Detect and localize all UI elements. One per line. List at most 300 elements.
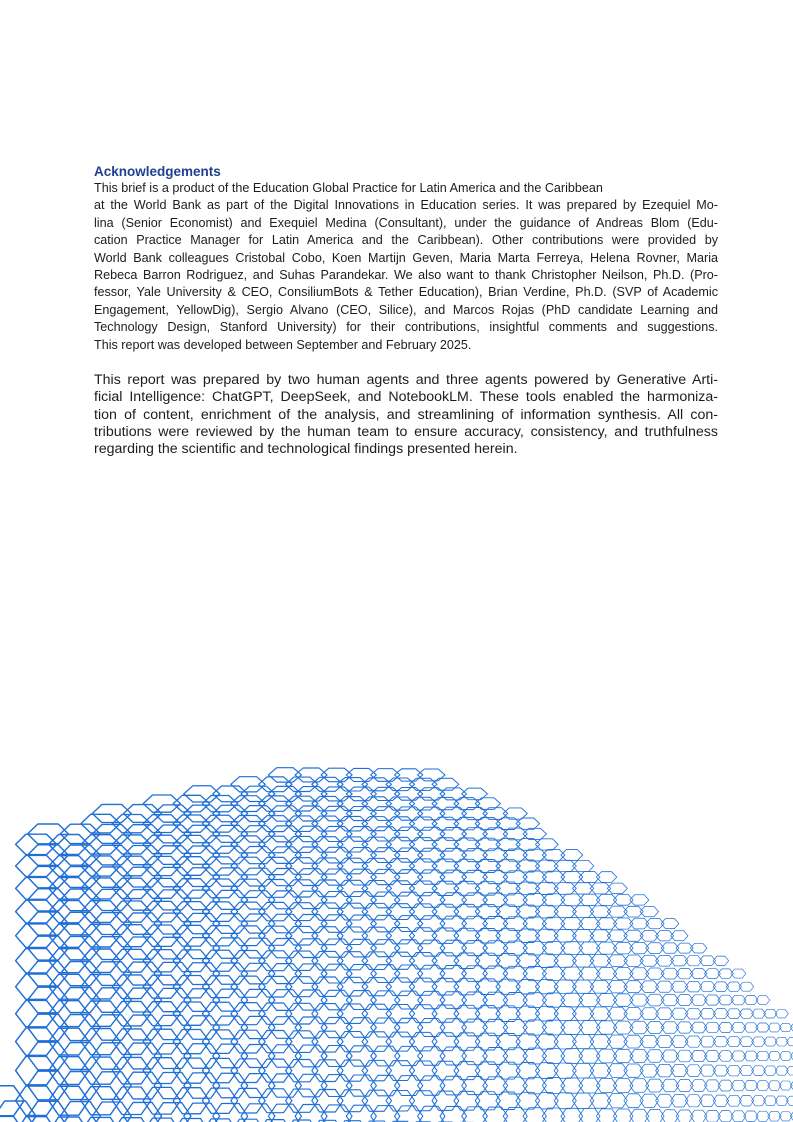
hexagon-cell bbox=[241, 891, 275, 909]
hexagon-cell bbox=[295, 826, 327, 842]
hexagon-mesh bbox=[0, 768, 793, 1122]
hexagon-cell bbox=[321, 990, 352, 1010]
hexagon-cell bbox=[154, 867, 191, 886]
hexagon-cell bbox=[213, 914, 248, 934]
hexagon-cell bbox=[92, 825, 131, 844]
hexagon-cell bbox=[312, 1004, 343, 1024]
hexagon-cell bbox=[213, 890, 248, 909]
hexagon-cell bbox=[295, 939, 327, 958]
hexagon-cell bbox=[241, 806, 275, 822]
hexagon-cell bbox=[231, 1059, 265, 1083]
hexagon-cell bbox=[535, 839, 558, 850]
hexagon-cell bbox=[124, 805, 162, 823]
hexagon-cell bbox=[184, 989, 220, 1012]
hexagon-cell bbox=[321, 787, 352, 801]
hexagon-cell bbox=[112, 815, 150, 833]
hexagon-cell bbox=[124, 867, 162, 887]
hexagon-cell bbox=[535, 1093, 558, 1109]
hexagon-cell bbox=[346, 939, 376, 957]
hexagon-cell bbox=[535, 905, 558, 918]
hexagon-cell bbox=[346, 1075, 376, 1096]
hexagon-cell bbox=[346, 1046, 376, 1066]
hexagon-cell bbox=[337, 1032, 368, 1052]
hexagon-cell bbox=[535, 980, 558, 994]
hexagon-cell bbox=[173, 1088, 209, 1114]
hexagon-cell bbox=[286, 951, 318, 970]
hexagon-cell bbox=[268, 1074, 301, 1097]
hexagon-cell bbox=[295, 1017, 327, 1038]
hexagon-cell bbox=[516, 1063, 540, 1079]
hexagon-cell bbox=[213, 786, 248, 802]
hexagon-cell bbox=[202, 1030, 237, 1054]
hexagon-cell bbox=[143, 950, 180, 972]
hexagon-cell bbox=[143, 795, 180, 812]
hexagon-cell bbox=[112, 949, 150, 972]
hexagon-cell bbox=[173, 976, 209, 998]
hexagon-cell bbox=[154, 937, 191, 959]
hexagon-cell bbox=[268, 768, 301, 782]
hexagon-cell bbox=[321, 826, 352, 841]
hexagon-cell bbox=[241, 989, 275, 1010]
hexagon-cell bbox=[503, 941, 527, 955]
hexagon-cell bbox=[312, 927, 343, 945]
hexagon-cell bbox=[124, 1043, 162, 1069]
hexagon-cell bbox=[503, 1077, 527, 1094]
hexagon-cell bbox=[213, 825, 248, 842]
hexagon-cell bbox=[202, 879, 237, 898]
hexagon-cell bbox=[184, 846, 220, 864]
hexagon-cell bbox=[112, 856, 150, 876]
hexagon-cell bbox=[516, 818, 540, 829]
hexagon-cell bbox=[154, 1073, 191, 1099]
hexagon-cell bbox=[535, 954, 558, 968]
hexagon-cell bbox=[92, 1015, 131, 1040]
hexagon-cell bbox=[184, 963, 220, 985]
hexagon-cell bbox=[124, 825, 162, 844]
hexagon-cell bbox=[321, 915, 352, 933]
hexagon-cell bbox=[173, 1002, 209, 1025]
hexagon-cell bbox=[231, 796, 265, 812]
hexagon-cell bbox=[241, 868, 275, 886]
hexagon-cell bbox=[143, 1118, 180, 1122]
hexagon-cell bbox=[337, 1090, 368, 1112]
hexagon-cell bbox=[231, 926, 265, 946]
hexagon-cell bbox=[202, 815, 237, 832]
hexagon-cell bbox=[143, 856, 180, 875]
hexagon-cell bbox=[259, 902, 292, 920]
hexagon-cell bbox=[312, 816, 343, 831]
hexagon-cell bbox=[268, 964, 301, 984]
hexagon-cell bbox=[286, 816, 318, 832]
hexagon-cell bbox=[516, 1092, 540, 1109]
hexagon-cell bbox=[184, 786, 220, 802]
hexagon-cell bbox=[346, 768, 376, 781]
ai-statement-line: regarding the scientific and technological findings presented herein. bbox=[94, 441, 518, 458]
hexagon-cell bbox=[154, 846, 191, 865]
hexagon-cell bbox=[259, 1003, 292, 1024]
hexagon-cell bbox=[268, 869, 301, 886]
hexagon-wave-graphic bbox=[0, 740, 793, 1122]
hexagon-cell bbox=[124, 1072, 162, 1099]
hexagon-cell bbox=[523, 993, 546, 1008]
hexagon-cell bbox=[202, 1058, 237, 1082]
hexagon-cell bbox=[503, 993, 527, 1008]
ack-line: World Bank colleagues Cristobal Cobo, Koen Martijn Geven, Maria Marta Ferreya, Helena Rovner, Maria bbox=[94, 250, 718, 265]
hexagon-cell bbox=[268, 786, 301, 801]
hexagon-cell bbox=[268, 806, 301, 821]
hexagon-cell bbox=[184, 890, 220, 910]
hexagon-cell bbox=[295, 806, 327, 821]
hexagon-cell bbox=[516, 882, 540, 895]
hexagon-cell bbox=[202, 976, 237, 998]
hexagon-cell bbox=[312, 1060, 343, 1082]
hexagon-cell bbox=[92, 889, 131, 910]
hexagon-cell bbox=[286, 836, 318, 852]
hexagon-cell bbox=[213, 1044, 248, 1068]
ack-line: This report was developed between September and February 2025. bbox=[94, 337, 472, 352]
ai-statement bbox=[94, 372, 718, 459]
hexagon-cell bbox=[337, 977, 368, 996]
hexagon-cell bbox=[81, 1029, 120, 1055]
hexagon-cell bbox=[321, 847, 352, 863]
hexagon-cell bbox=[173, 1030, 209, 1054]
hexagon-cell bbox=[312, 903, 343, 920]
hexagon-cell bbox=[184, 1016, 220, 1040]
hexagon-cell bbox=[184, 1073, 220, 1098]
ack-line: fessor, Yale University & CEO, ConsiliumBots & Tether Education), Brian Verdine, Ph.D. (SVP of Academic bbox=[94, 285, 718, 300]
hexagon-cell bbox=[321, 1017, 352, 1037]
hexagon-cell bbox=[124, 937, 162, 959]
hexagon-cell bbox=[286, 1060, 318, 1082]
hexagon-cell bbox=[321, 964, 352, 983]
hexagon-cell bbox=[112, 1087, 150, 1115]
hexagon-cell bbox=[516, 929, 540, 943]
hexagon-cell bbox=[112, 1118, 150, 1122]
hexagon-cell bbox=[173, 1119, 209, 1122]
hexagon-cell bbox=[184, 805, 220, 822]
hexagon-cell bbox=[184, 825, 220, 843]
hexagon-cell bbox=[259, 951, 292, 971]
hexagon-cell bbox=[268, 939, 301, 958]
hexagon-cell bbox=[124, 846, 162, 865]
hexagon-cell bbox=[173, 950, 209, 972]
hexagon-cell bbox=[202, 1088, 237, 1113]
hexagon-cell bbox=[241, 826, 275, 843]
hexagon-cell bbox=[143, 835, 180, 854]
hexagon-cell bbox=[231, 1030, 265, 1053]
hexagon-cell bbox=[112, 925, 150, 947]
hexagon-cell bbox=[81, 975, 120, 999]
hexagon-cell bbox=[154, 1044, 191, 1069]
hexagon-cell bbox=[295, 847, 327, 863]
hexagon-cell bbox=[213, 868, 248, 886]
hexagon-cell bbox=[173, 835, 209, 853]
hexagon-cell bbox=[241, 914, 275, 933]
hexagon-cell bbox=[337, 1060, 368, 1081]
hexagon-cell bbox=[523, 941, 546, 955]
hexagon-cell bbox=[503, 1048, 527, 1064]
hexagon-cell bbox=[154, 988, 191, 1011]
hexagon-cell bbox=[535, 1063, 558, 1079]
ack-line: This brief is a product of the Education Global Practice for Latin America and the Caribbean bbox=[94, 181, 603, 195]
hexagon-cell bbox=[337, 1004, 368, 1024]
hexagon-cell bbox=[503, 808, 527, 819]
ai-statement-line: tributions were reviewed by the human team to ensure accuracy, consistency, and truthfulness bbox=[94, 424, 718, 441]
hexagon-cell bbox=[337, 927, 368, 945]
hexagon-cell bbox=[202, 857, 237, 875]
ack-line: at the World Bank as part of the Digital Innovations in Education series. It was prepared by Ezequiel Mo- bbox=[94, 198, 718, 213]
hexagon-cell bbox=[184, 913, 220, 933]
hexagon-cell bbox=[92, 845, 131, 865]
acknowledgements-body bbox=[94, 180, 718, 354]
hexagon-cell bbox=[286, 858, 318, 875]
hexagon-cell bbox=[112, 1001, 150, 1026]
hexagon-cell bbox=[346, 991, 376, 1010]
hexagon-cell bbox=[295, 990, 327, 1010]
hexagon-cell bbox=[286, 926, 318, 945]
hexagon-cell bbox=[154, 1015, 191, 1039]
hexagon-cell bbox=[295, 787, 327, 802]
hexagon-cell bbox=[295, 768, 327, 782]
hexagon-cell bbox=[286, 1003, 318, 1024]
hexagon-cell bbox=[259, 796, 292, 811]
hexagon-cell bbox=[154, 805, 191, 822]
hexagon-cell bbox=[49, 1117, 89, 1122]
hexagon-cell bbox=[312, 777, 343, 791]
hexagon-cell bbox=[112, 835, 150, 854]
hexagon-cell bbox=[259, 976, 292, 997]
ai-statement-line: ficial Intelligence: ChatGPT, DeepSeek, and NotebookLM. These tools enabled the harmoniza- bbox=[94, 389, 718, 406]
hexagon-cell bbox=[786, 1037, 793, 1045]
hexagon-cell bbox=[173, 902, 209, 922]
hexagon-cell bbox=[523, 1077, 546, 1094]
hexagon-cell bbox=[346, 1018, 376, 1038]
hexagon-cell bbox=[173, 857, 209, 876]
hexagon-cell bbox=[202, 902, 237, 922]
hexagon-cell bbox=[231, 857, 265, 875]
hexagon-cell bbox=[143, 1087, 180, 1114]
hexagon-cell bbox=[231, 976, 265, 997]
hexagon-cell bbox=[143, 815, 180, 833]
hexagon-cell bbox=[268, 826, 301, 842]
hexagon-cell bbox=[184, 938, 220, 959]
ack-line: Engagement, YellowDig), Sergio Alvano (CEO, Silice), and Marcos Rojas (PhD candidate Learning and bbox=[94, 302, 718, 317]
hexagon-cell bbox=[346, 848, 376, 863]
hexagon-cell bbox=[337, 858, 368, 874]
hexagon-cell bbox=[92, 962, 131, 986]
hexagon-cell bbox=[202, 836, 237, 854]
hexagon-cell bbox=[241, 847, 275, 864]
hexagon-cell bbox=[213, 805, 248, 821]
hexagon-cell bbox=[337, 880, 368, 896]
hexagon-cell bbox=[81, 1057, 120, 1084]
hexagon-cell bbox=[268, 914, 301, 933]
hexagon-cell bbox=[321, 768, 352, 782]
hexagon-cell bbox=[124, 890, 162, 911]
hexagon-cell bbox=[213, 846, 248, 864]
hexagon-cell bbox=[154, 825, 191, 843]
hexagon-cell bbox=[143, 901, 180, 922]
hexagon-cell bbox=[259, 926, 292, 945]
hexagon-cell bbox=[202, 926, 237, 946]
hexagon-cell bbox=[259, 1059, 292, 1082]
hexagon-cell bbox=[286, 777, 318, 791]
hexagon-cell bbox=[312, 1031, 343, 1052]
hexagon-cell bbox=[268, 847, 301, 864]
hexagon-cell bbox=[92, 913, 131, 935]
hexagon-cell bbox=[173, 879, 209, 898]
hexagon-cell bbox=[231, 777, 265, 792]
hexagon-cell bbox=[213, 938, 248, 958]
ack-line: Rebeca Barron Rodriguez, and Suhas Parandekar. We also want to thank Christopher Neilson, Ph.D. (Pro- bbox=[94, 267, 718, 282]
hexagon-cell bbox=[295, 891, 327, 908]
hexagon-cell bbox=[213, 1073, 248, 1098]
hexagon-cell bbox=[321, 892, 352, 909]
hexagon-cell bbox=[462, 788, 488, 800]
hexagon-cell bbox=[202, 1002, 237, 1025]
hexagon-cell bbox=[286, 880, 318, 897]
hexagon-cell bbox=[268, 1017, 301, 1039]
hexagon-cell bbox=[516, 1034, 540, 1050]
hexagon-cell bbox=[516, 979, 540, 994]
ack-line: lina (Senior Economist) and Exequiel Medina (Consultant), under the guidance of Andreas Blom (Edu- bbox=[94, 215, 718, 230]
hexagon-cell bbox=[241, 938, 275, 958]
hexagon-cell bbox=[523, 967, 546, 981]
hexagon-cell bbox=[346, 827, 376, 842]
hexagon-cell bbox=[535, 1034, 558, 1049]
hexagon-cell bbox=[154, 962, 191, 984]
hexagon-cell bbox=[346, 892, 376, 908]
hexagon-cell bbox=[786, 1066, 793, 1075]
hexagon-cell bbox=[124, 1015, 162, 1040]
hexagon-cell bbox=[321, 869, 352, 885]
hexagon-cell bbox=[173, 815, 209, 832]
hexagon-cell bbox=[241, 1074, 275, 1098]
hexagon-cell bbox=[516, 1006, 540, 1021]
hexagon-cell bbox=[286, 1031, 318, 1053]
hexagon-cell bbox=[286, 977, 318, 997]
hexagon-cell bbox=[259, 816, 292, 832]
hexagon-cell bbox=[92, 988, 131, 1013]
hexagon-cell bbox=[268, 1045, 301, 1067]
hexagon-cell bbox=[346, 807, 376, 821]
hexagon-cell bbox=[81, 949, 120, 973]
hexagon-cell bbox=[241, 786, 275, 801]
hexagon-cell bbox=[143, 1002, 180, 1026]
hexagon-cell bbox=[523, 1020, 546, 1035]
hexagon-cell bbox=[337, 837, 368, 852]
hexagon-cell bbox=[92, 1072, 131, 1100]
ack-line: cation Practice Manager for Latin America and the Caribbean). Other contributions were provided by bbox=[94, 233, 718, 248]
hexagon-cell bbox=[92, 804, 131, 822]
hexagon-cell bbox=[312, 796, 343, 810]
hexagon-cell bbox=[321, 939, 352, 957]
hexagon-cell bbox=[241, 1045, 275, 1068]
hexagon-cell bbox=[92, 937, 131, 960]
hexagon-cell bbox=[523, 1048, 546, 1064]
hexagon-cell bbox=[268, 990, 301, 1011]
hexagon-cell bbox=[321, 806, 352, 821]
hexagon-cell bbox=[81, 1001, 120, 1026]
hexagon-cell bbox=[213, 1016, 248, 1039]
hexagon-cell bbox=[112, 1057, 150, 1084]
hexagon-cell bbox=[92, 867, 131, 887]
ack-line: Technology Design, Stanford University) for their contributions, insightful comments and suggestions. bbox=[94, 320, 718, 335]
hexagon-cell bbox=[124, 962, 162, 985]
hexagon-cell bbox=[81, 1087, 120, 1115]
hexagon-cell bbox=[786, 1096, 793, 1105]
hexagon-cell bbox=[503, 1020, 527, 1036]
hexagon-cell bbox=[268, 891, 301, 909]
hexagon-cell bbox=[259, 836, 292, 853]
hexagon-cell bbox=[231, 1003, 265, 1025]
ai-statement-line: This report was prepared by two human agents and three agents powered by Generative Arti- bbox=[94, 371, 718, 388]
hexagon-cell bbox=[112, 901, 150, 922]
hexagon-cell bbox=[523, 828, 546, 839]
hexagon-cell bbox=[346, 965, 376, 983]
hexagon-cell bbox=[213, 963, 248, 984]
acknowledgements-section bbox=[94, 163, 718, 459]
hexagon-cell bbox=[173, 795, 209, 812]
hexagon-cell bbox=[503, 966, 527, 981]
hexagon-cell bbox=[312, 837, 343, 853]
hexagon-cell bbox=[295, 1045, 327, 1067]
hexagon-cell bbox=[259, 1031, 292, 1053]
hexagon-cell bbox=[143, 1058, 180, 1084]
hexagon-cell bbox=[0, 1116, 24, 1122]
hexagon-cell bbox=[16, 1117, 57, 1122]
hexagon-cell bbox=[516, 860, 540, 872]
hexagon-cell bbox=[231, 902, 265, 921]
hexagon-cell bbox=[231, 879, 265, 897]
hexagon-cell bbox=[112, 975, 150, 999]
hexagon-cell bbox=[312, 977, 343, 996]
hexagon-cell bbox=[173, 925, 209, 946]
hexagon-cell bbox=[295, 869, 327, 886]
hexagon-cell bbox=[286, 903, 318, 921]
hexagon-cell bbox=[259, 857, 292, 874]
hexagon-cell bbox=[561, 850, 583, 861]
hexagon-cell bbox=[286, 1089, 318, 1112]
hexagon-cell bbox=[60, 1072, 100, 1100]
hexagon-cell bbox=[154, 913, 191, 934]
hexagon-cell bbox=[295, 1074, 327, 1097]
hexagon-cell bbox=[231, 951, 265, 972]
hexagon-cell bbox=[143, 1029, 180, 1054]
hexagon-cell bbox=[231, 1088, 265, 1113]
hexagon-cell bbox=[213, 989, 248, 1011]
hexagon-cell bbox=[573, 861, 594, 872]
hexagon-cell bbox=[346, 787, 376, 801]
hexagon-cell bbox=[112, 1029, 150, 1055]
hexagon-cell bbox=[81, 1117, 120, 1122]
hexagon-cell bbox=[143, 925, 180, 946]
hexagon-cell bbox=[321, 1046, 352, 1067]
hexagon-cell bbox=[241, 963, 275, 984]
hexagon-cell bbox=[112, 878, 150, 898]
hexagon-cell bbox=[143, 878, 180, 898]
hexagon-cell bbox=[124, 988, 162, 1012]
hexagon-cell bbox=[92, 1043, 131, 1069]
hexagon-cell bbox=[154, 890, 191, 910]
hexagon-cell bbox=[312, 858, 343, 874]
hexagon-cell bbox=[259, 880, 292, 898]
hexagon-cell bbox=[184, 868, 220, 887]
hexagon-cell bbox=[184, 1044, 220, 1068]
hexagon-cell bbox=[516, 954, 540, 968]
hexagon-cell bbox=[561, 1020, 583, 1034]
hexagon-cell bbox=[202, 950, 237, 971]
